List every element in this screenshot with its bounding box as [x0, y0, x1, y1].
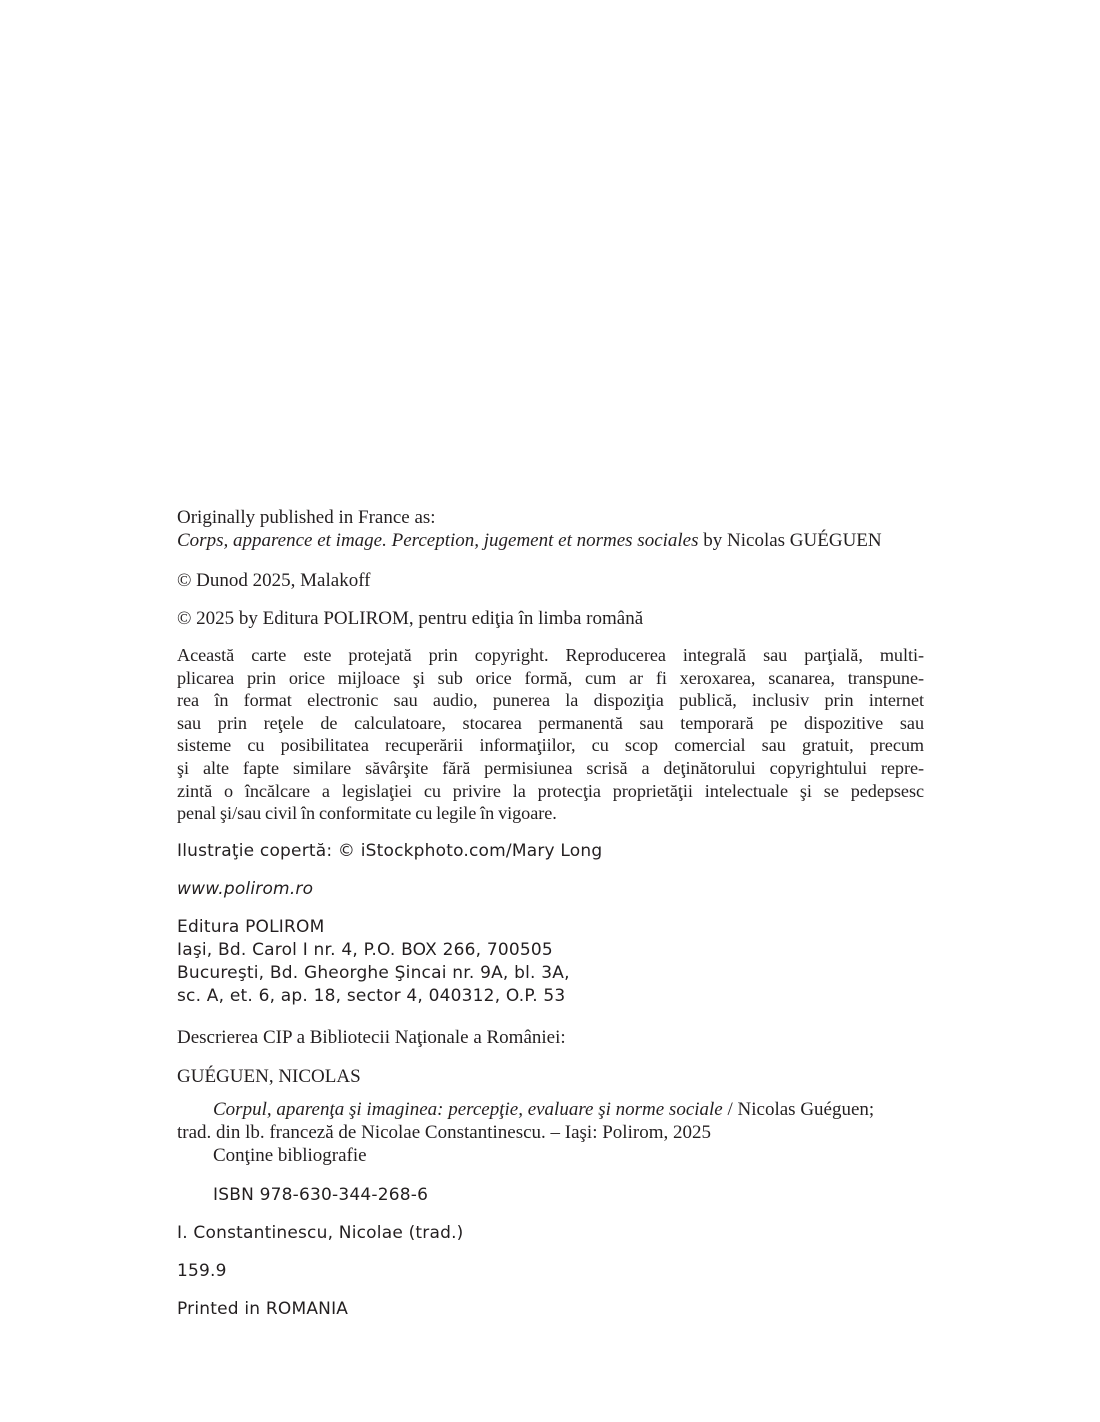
- legal-notice-line: zintă o încălcare a legislaţiei cu privire la protecţia proprietăţii intelectuale şi se pedepsesc: [177, 780, 924, 801]
- original-publication-block: [177, 506, 924, 552]
- original-title: Corps, apparence et image. Perception, jugement et normes sociales: [177, 530, 699, 551]
- cip-record: [177, 1098, 924, 1167]
- cip-title-line: [177, 1098, 924, 1121]
- cip-added-entry: I. Constantinescu, Nicolae (trad.): [177, 1223, 464, 1243]
- website-link[interactable]: www.polirom.ro: [177, 879, 314, 899]
- cip-heading: Descrierea CIP a Bibliotecii Naţionale a României:: [177, 1027, 566, 1048]
- legal-notice-line: plicarea prin orice mijloace şi sub orice formă, cum ar fi xeroxarea, scanarea, transpune-: [177, 667, 924, 688]
- printed-in: Printed in ROMANIA: [177, 1299, 349, 1319]
- legal-notice: [177, 644, 924, 825]
- cip-title-responsibility: / Nicolas Guéguen;: [722, 1099, 875, 1120]
- legal-notice-line: penal şi/sau civil în conformitate cu legile în vigoare.: [177, 803, 557, 824]
- publisher-name: Editura POLIROM: [177, 917, 325, 937]
- cover-credit: Ilustraţie copertă: © iStockphoto.com/Mary Long: [177, 841, 603, 861]
- publisher-address-line: Bucureşti, Bd. Gheorghe Şincai nr. 9A, bl. 3A,: [177, 963, 570, 983]
- legal-notice-line: Această carte este protejată prin copyright. Reproducerea integrală sau parţială, multi-: [177, 645, 924, 665]
- legal-notice-line: rea în format electronic sau audio, punerea la dispoziţia publică, inclusiv prin internet: [177, 690, 924, 711]
- cip-contents-note: Conţine bibliografie: [213, 1145, 367, 1166]
- legal-notice-line: sisteme cu posibilitatea recuperării informaţiilor, cu scop comercial sau gratuit, precum: [177, 735, 924, 756]
- publisher-block: [177, 916, 924, 1008]
- isbn: ISBN 978-630-344-268-6: [213, 1185, 429, 1205]
- publisher-address-line: sc. A, et. 6, ap. 18, sector 4, 040312, O.P. 53: [177, 986, 566, 1006]
- original-author: by Nicolas GUÉGUEN: [698, 530, 882, 551]
- copyright-romanian: © 2025 by Editura POLIROM, pentru ediţia în limba română: [177, 608, 644, 629]
- legal-notice-line: şi alte fapte similare săvârşite fără permisiunea scrisă a deţinătorului copyrightului repre-: [177, 757, 924, 778]
- cip-author-heading: GUÉGUEN, NICOLAS: [177, 1066, 361, 1087]
- original-publication-intro: Originally published in France as:: [177, 507, 436, 528]
- cip-classification: 159.9: [177, 1261, 227, 1281]
- publisher-address-line: Iaşi, Bd. Carol I nr. 4, P.O. BOX 266, 700505: [177, 940, 553, 960]
- original-title-line: [177, 529, 924, 552]
- cip-title: Corpul, aparenţa şi imaginea: percepţie, evaluare şi norme sociale: [213, 1099, 723, 1120]
- legal-notice-line: sau prin reţele de calculatoare, stocarea permanentă sau temporară pe dispozitive sau: [177, 712, 924, 733]
- cip-translation-line: trad. din lb. franceză de Nicolae Constantinescu. – Iaşi: Polirom, 2025: [177, 1122, 711, 1143]
- copyright-original: © Dunod 2025, Malakoff: [177, 570, 371, 591]
